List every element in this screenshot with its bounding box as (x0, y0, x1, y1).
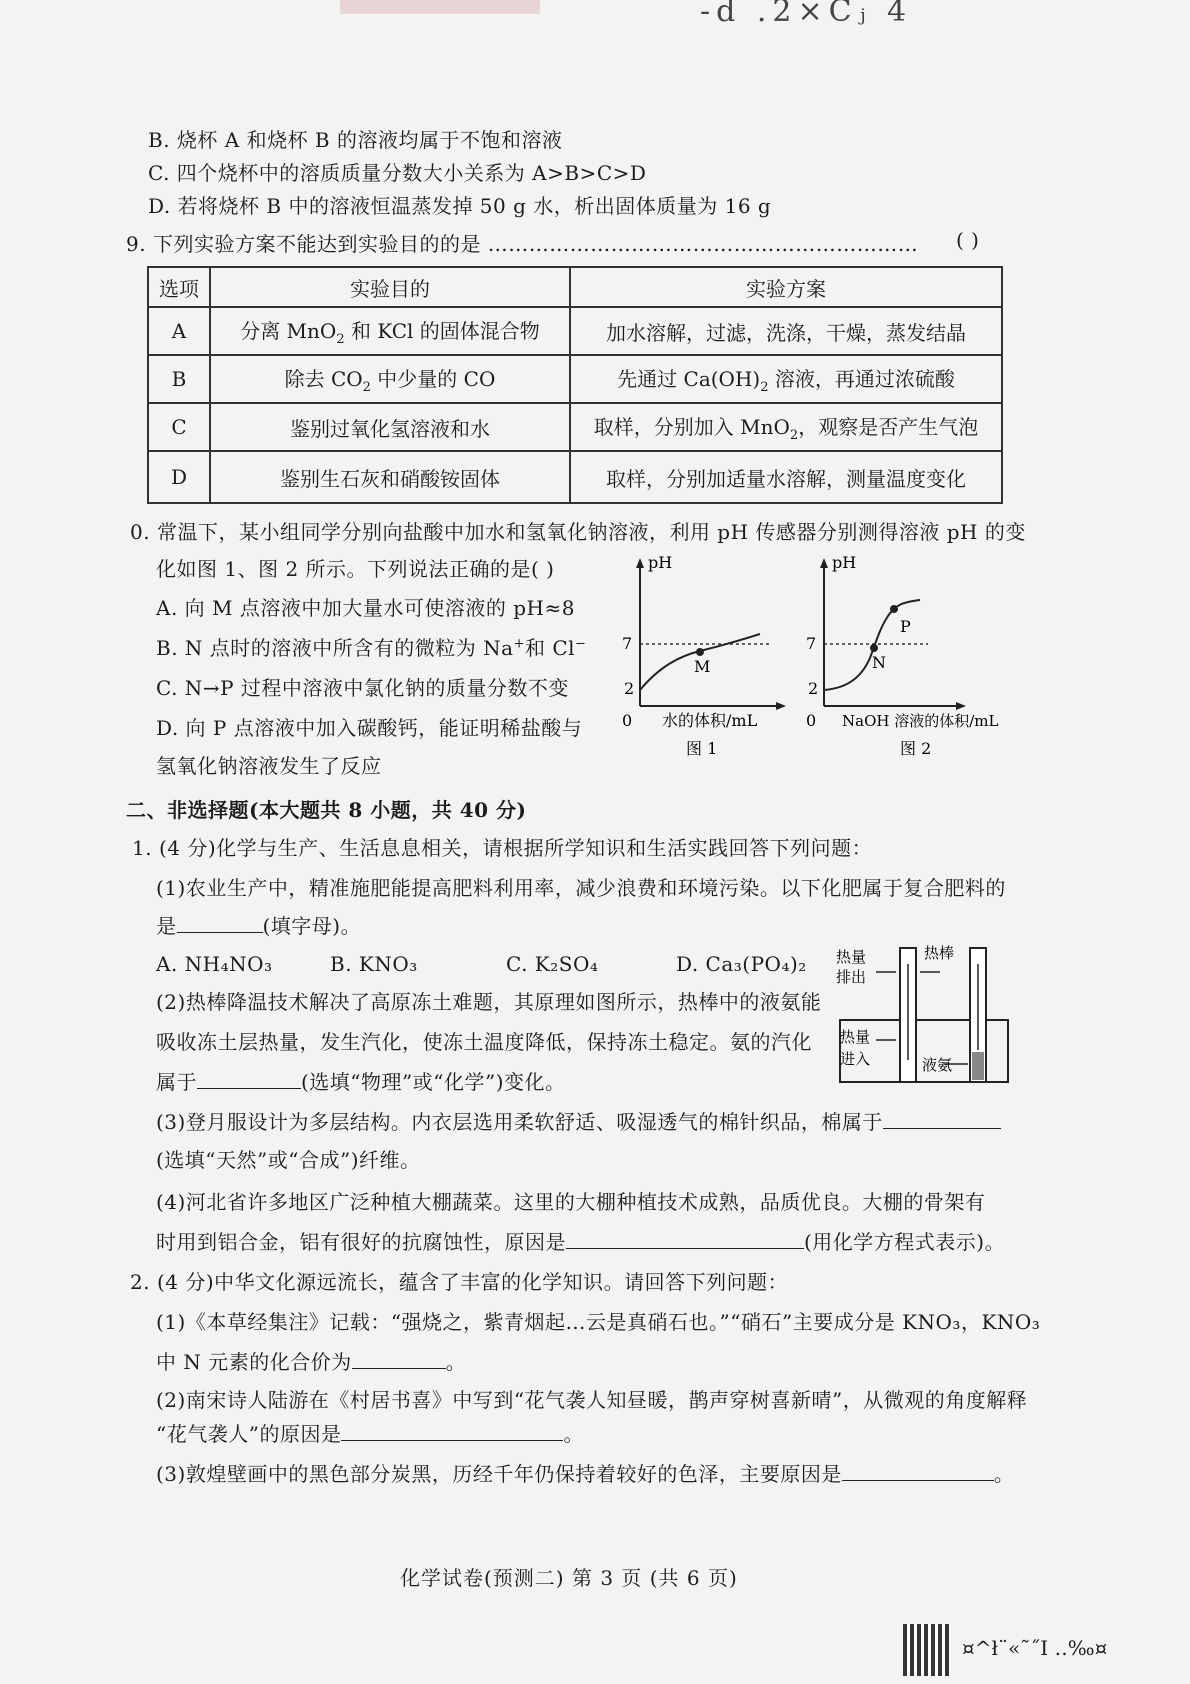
q10-option-d-line1: D. 向 P 点溶液中加入碳酸钙，能证明稀盐酸与 (156, 716, 583, 740)
tick-2: 2 (624, 679, 635, 698)
q11-part3-line1: (3)登月服设计为多层结构。内衣层选用柔软舒适、吸湿透气的棉针织品，棉属于 (156, 1106, 1001, 1135)
q12-part3: (3)敦煌壁画中的黑色部分炭黑，历经千年仍保持着较好的色泽，主要原因是 。 (156, 1462, 1015, 1486)
point-p-marker (890, 605, 898, 613)
label-heat-in-2: 进入 (840, 1050, 871, 1068)
x-axis-arrow-icon (776, 702, 786, 710)
row-option: D (148, 451, 210, 503)
label-heat-out-2: 排出 (836, 968, 867, 986)
q11-option-d: D. Ca₃(PO₄)₂ (676, 952, 807, 976)
point-m-label: M (694, 657, 711, 676)
point-n-label: N (872, 653, 886, 672)
row-plan: 取样，分别加适量水溶解，测量温度变化 (570, 451, 1002, 503)
ph-graph-figure-1 (620, 548, 790, 770)
q9-stem: 9. 下列实验方案不能达到实验目的的是 ……………………………………………………… (126, 232, 919, 256)
figure-caption: 图 1 (686, 739, 718, 758)
point-n-marker (870, 644, 878, 652)
row-goal: 鉴别生石灰和硝酸铵固体 (210, 451, 570, 503)
point-p-label: P (900, 617, 911, 636)
q10-stem-line1: 0. 常温下，某小组同学分别向盐酸中加水和氢氧化钠溶液，利用 pH 传感器分别测得溶液 pH 的变 (130, 520, 1026, 544)
q9-answer-paren: ( ) (956, 228, 980, 252)
row-goal: 除去 $CO_2$ 中少量的 CO (210, 355, 570, 403)
handwritten-scrawl: -d .2×Cⱼ 4 (700, 0, 913, 29)
tick-7: 7 (806, 634, 817, 653)
answer-blank[interactable] (566, 1230, 804, 1249)
y-axis-label: pH (648, 553, 673, 572)
qr-caption: ¤^ł¨«˜˝Ι ‥‰¤ (962, 1636, 1108, 1660)
row-option: A (148, 307, 210, 355)
q9-table (147, 266, 1003, 504)
q12-part1-line1: (1)《本草经集注》记载：“强烧之，紫青烟起…云是真硝石也。”“硝石”主要成分是 KNO₃，KNO₃ (156, 1310, 1041, 1334)
label-heat-in-1: 热量 (840, 1028, 871, 1046)
label-heat-rod: 热棒 (924, 944, 955, 962)
row-goal: 鉴别过氧化氢溶液和水 (210, 403, 570, 451)
x-axis-label: NaOH 溶液的体积/mL (842, 712, 999, 730)
answer-blank[interactable] (352, 1350, 446, 1369)
vapor-arrows-icon (908, 964, 978, 1060)
table-row (148, 451, 1002, 503)
origin-label: 0 (806, 711, 817, 730)
q10-option-b: B. N 点时的溶液中所含有的微粒为 Na+和 Cl− (156, 636, 587, 660)
tick-7: 7 (622, 634, 633, 653)
row-option: B (148, 355, 210, 403)
table-row (148, 307, 1002, 355)
q12-stem: 2. (4 分)中华文化源远流长，蕴含了丰富的化学知识。请回答下列问题： (130, 1270, 789, 1294)
tick-2: 2 (808, 679, 819, 698)
q12-part2-line1: (2)南宋诗人陆游在《村居书喜》中写到“花气袭人知昼暖，鹊声穿树喜新晴”，从微观的角度解释 (156, 1388, 1028, 1412)
label-liquid-ammonia: 液氨 (922, 1056, 953, 1074)
top-torn-strip (340, 0, 540, 14)
row-option: C (148, 403, 210, 451)
q10-stem-line2: 化如图 1、图 2 所示。下列说法正确的是( ) (156, 557, 555, 581)
y-axis-label: pH (832, 553, 857, 572)
label-heat-out-1: 热量 (836, 948, 867, 966)
q10-option-c: C. N→P 过程中溶液中氯化钠的质量分数不变 (156, 676, 569, 700)
table-header-option: 选项 (148, 267, 210, 307)
qr-code-icon (903, 1624, 951, 1676)
figure-caption: 图 2 (900, 739, 932, 758)
origin-label: 0 (622, 711, 633, 730)
row-plan: 取样，分别加入 MnO$_2$，观察是否产生气泡 (570, 403, 1002, 451)
q11-part3-line2: (选填“天然”或“合成”)纤维。 (156, 1148, 421, 1172)
table-header-goal: 实验目的 (210, 267, 570, 307)
liquid-ammonia-fill (972, 1052, 984, 1080)
q11-option-c: C. K₂SO₄ (506, 952, 599, 976)
q11-part4-line2: 时用到铝合金，铝有很好的抗腐蚀性，原因是 (用化学方程式表示)。 (156, 1230, 1006, 1254)
q8-option-c: C. 四个烧杯中的溶质质量分数大小关系为 A>B>C>D (148, 161, 647, 185)
row-plan: 加水溶解，过滤，洗涤，干燥，蒸发结晶 (570, 307, 1002, 355)
heat-rod-diagram (836, 940, 1012, 1086)
q12-part1-line2: 中 N 元素的化合价为 。 (156, 1350, 467, 1374)
point-m-marker (696, 648, 704, 656)
q11-part2-line3: 属于 (选填“物理”或“化学”)变化。 (156, 1070, 566, 1094)
q11-part4-line1: (4)河北省许多地区广泛种植大棚蔬菜。这里的大棚种植技术成熟，品质优良。大棚的骨架有 (156, 1190, 986, 1214)
q10-option-d-line2: 氢氧化钠溶液发生了反应 (156, 754, 382, 778)
y-axis-arrow-icon (820, 558, 828, 568)
table-row (148, 403, 1002, 451)
page-footer: 化学试卷(预测二) 第 3 页 (共 6 页) (400, 1566, 738, 1590)
ph-graph-figure-2 (804, 548, 1024, 770)
table-header-row (148, 267, 1002, 307)
q11-stem: 1. (4 分)化学与生产、生活息息相关，请根据所学知识和生活实践回答下列问题： (132, 836, 873, 860)
q11-part2-line1: (2)热棒降温技术解决了高原冻土难题，其原理如图所示，热棒中的液氨能 (156, 990, 822, 1014)
q11-option-a: A. NH₄NO₃ (156, 952, 273, 976)
q8-option-b: B. 烧杯 A 和烧杯 B 的溶液均属于不饱和溶液 (148, 128, 563, 152)
answer-blank[interactable] (197, 1070, 301, 1089)
q11-part2-line2: 吸收冻土层热量，发生汽化，使冻土温度降低，保持冻土稳定。氨的汽化 (156, 1030, 812, 1054)
table-header-plan: 实验方案 (570, 267, 1002, 307)
row-goal: 分离 MnO$_2$ 和 KCl 的固体混合物 (210, 307, 570, 355)
q8-option-d: D. 若将烧杯 B 中的溶液恒温蒸发掉 50 g 水，析出固体质量为 16 g (148, 194, 772, 218)
answer-blank[interactable] (177, 914, 263, 933)
table-row (148, 355, 1002, 403)
y-axis-arrow-icon (636, 558, 644, 568)
x-axis-arrow-icon (956, 702, 966, 710)
q10-option-a: A. 向 M 点溶液中加大量水可使溶液的 pH≈8 (156, 596, 575, 620)
answer-blank[interactable] (341, 1422, 563, 1441)
answer-blank[interactable] (842, 1462, 994, 1481)
row-plan: 先通过 $Ca(OH)_2$ 溶液，再通过浓硫酸 (570, 355, 1002, 403)
section-2-heading: 二、非选择题(本大题共 8 小题，共 40 分) (126, 798, 527, 822)
answer-blank[interactable] (883, 1110, 1001, 1129)
q11-part1-line2: 是 (填字母)。 (156, 914, 362, 938)
q11-option-b: B. KNO₃ (330, 952, 418, 976)
q11-part1-line1: (1)农业生产中，精准施肥能提高肥料利用率，减少浪费和环境污染。以下化肥属于复合肥料的 (156, 876, 1006, 900)
x-axis-label: 水的体积/mL (662, 711, 758, 730)
q12-part2-line2: “花气袭人”的原因是 。 (156, 1422, 584, 1446)
